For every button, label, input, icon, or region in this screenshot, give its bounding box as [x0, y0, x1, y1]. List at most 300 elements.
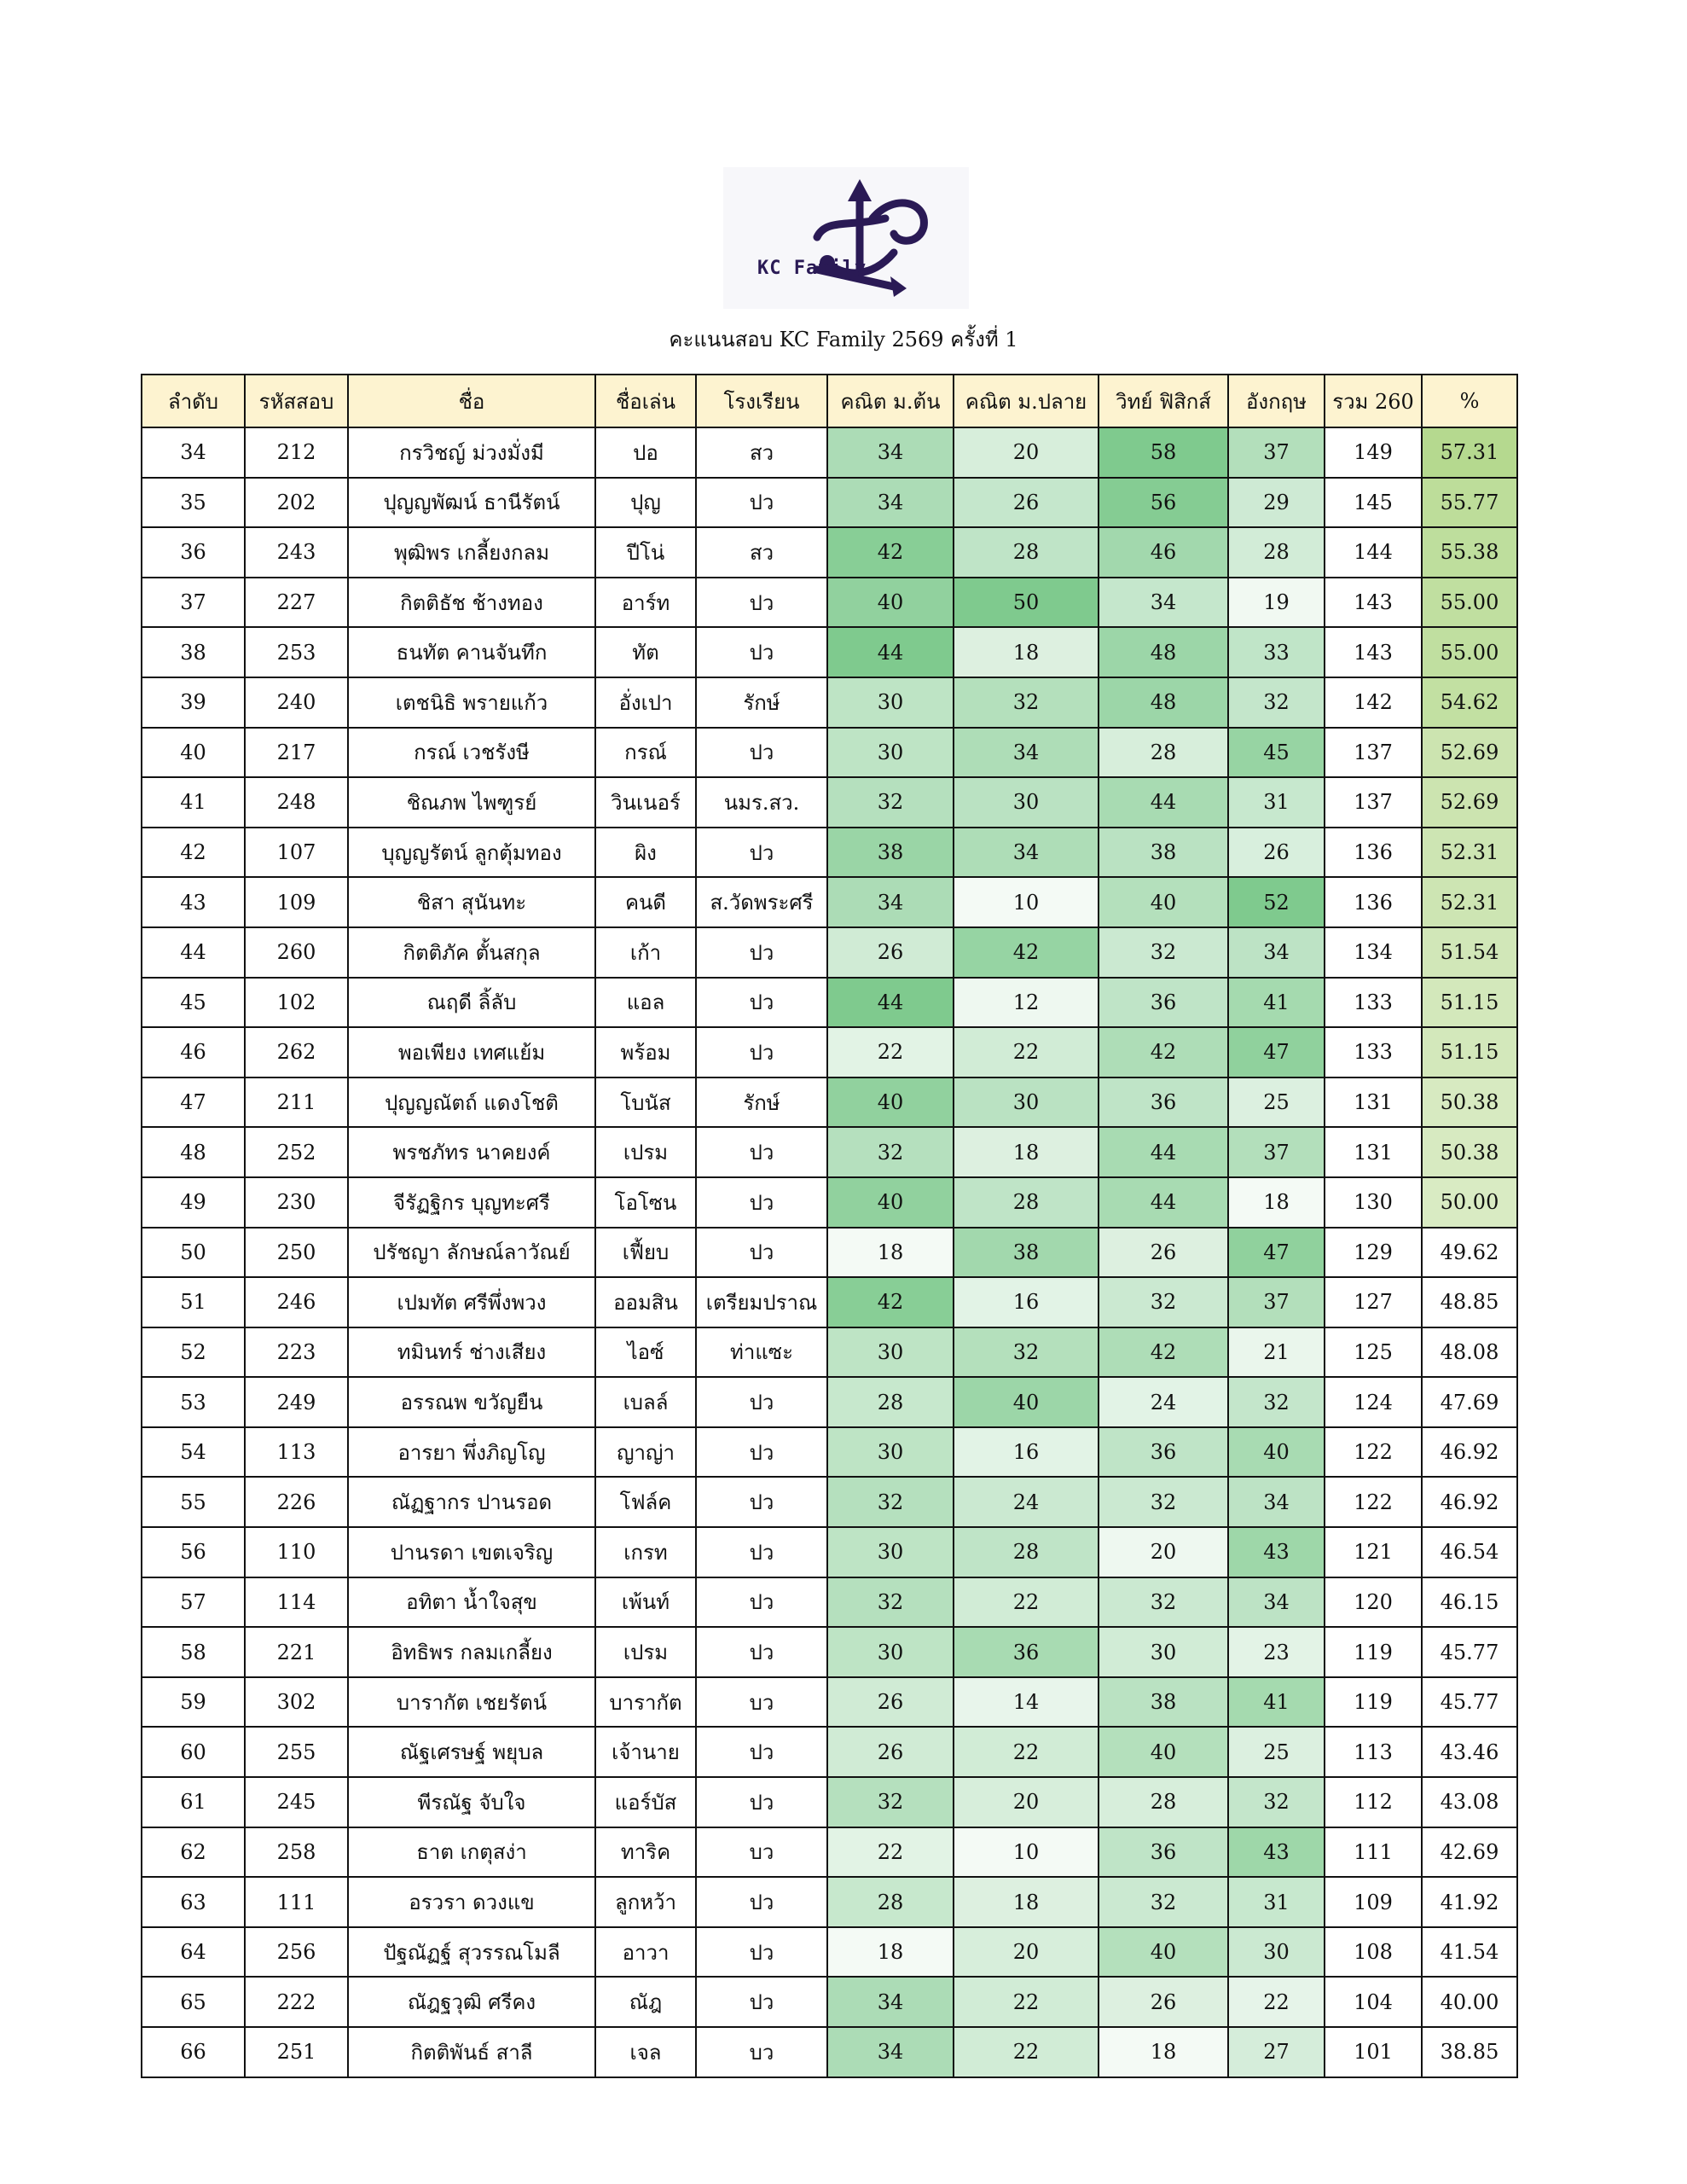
english-cell: 41: [1228, 978, 1325, 1028]
table-row: [142, 1677, 1517, 1728]
math-upper-cell: 22: [954, 1577, 1099, 1628]
name-cell: ณัฎฐวุฒิ ศรีคง: [348, 1977, 595, 2027]
total-cell: 119: [1325, 1627, 1422, 1677]
score-table: [141, 374, 1518, 2078]
exam-id-cell: 255: [245, 1727, 348, 1777]
english-cell: 31: [1228, 777, 1325, 828]
table-row: [142, 1228, 1517, 1278]
total-cell: 130: [1325, 1177, 1422, 1228]
school-cell: ปว: [696, 1228, 827, 1278]
name-cell: ปรัชญา ลักษณ์ลาวัณย์: [348, 1228, 595, 1278]
math-upper-cell: 14: [954, 1677, 1099, 1728]
science-physics-cell: 40: [1099, 1727, 1228, 1777]
math-lower-cell: 32: [827, 1777, 954, 1827]
table-row: [142, 978, 1517, 1028]
exam-id-cell: 258: [245, 1827, 348, 1878]
percent-cell: 38.85: [1422, 2027, 1517, 2077]
math-lower-cell: 30: [827, 1327, 954, 1378]
school-cell: นมร.สว.: [696, 777, 827, 828]
name-cell: พุฒิพร เกลี้ยงกลม: [348, 527, 595, 578]
math-upper-cell: 28: [954, 1527, 1099, 1577]
table-row: [142, 927, 1517, 978]
english-cell: 27: [1228, 2027, 1325, 2077]
english-cell: 28: [1228, 527, 1325, 578]
science-physics-cell: 36: [1099, 1827, 1228, 1878]
total-cell: 111: [1325, 1827, 1422, 1878]
rank-cell: 39: [142, 677, 245, 728]
nickname-cell: เพ้นท์: [595, 1577, 696, 1628]
science-physics-cell: 34: [1099, 578, 1228, 628]
total-cell: 113: [1325, 1727, 1422, 1777]
header-cell: วิทย์ ฟิสิกส์: [1099, 375, 1228, 427]
exam-id-cell: 113: [245, 1427, 348, 1478]
math-lower-cell: 26: [827, 1677, 954, 1728]
name-cell: กิตติภัค ตั้นสกุล: [348, 927, 595, 978]
math-upper-cell: 16: [954, 1427, 1099, 1478]
school-cell: ปว: [696, 1627, 827, 1677]
percent-cell: 57.31: [1422, 427, 1517, 478]
school-cell: ปว: [696, 978, 827, 1028]
name-cell: กิตติพันธ์ สาลี: [348, 2027, 595, 2077]
rank-cell: 35: [142, 478, 245, 528]
rank-cell: 61: [142, 1777, 245, 1827]
math-upper-cell: 10: [954, 877, 1099, 927]
table-row: [142, 1727, 1517, 1777]
name-cell: ปัฐณัฏฐ์ สุวรรณโมลี: [348, 1927, 595, 1978]
rank-cell: 58: [142, 1627, 245, 1677]
name-cell: กรณ์ เวชรังษี: [348, 728, 595, 778]
table-row: [142, 627, 1517, 677]
exam-id-cell: 109: [245, 877, 348, 927]
school-cell: ท่าแซะ: [696, 1327, 827, 1378]
school-cell: ปว: [696, 1177, 827, 1228]
name-cell: อิทธิพร กลมเกลี้ยง: [348, 1627, 595, 1677]
rank-cell: 60: [142, 1727, 245, 1777]
header-cell: %: [1422, 375, 1517, 427]
nickname-cell: คนดี: [595, 877, 696, 927]
header-cell: ลำดับ: [142, 375, 245, 427]
school-cell: ปว: [696, 1777, 827, 1827]
total-cell: 145: [1325, 478, 1422, 528]
math-upper-cell: 50: [954, 578, 1099, 628]
nickname-cell: บารากัต: [595, 1677, 696, 1728]
name-cell: เปมทัต ศรีพึ่งพวง: [348, 1277, 595, 1327]
rank-cell: 65: [142, 1977, 245, 2027]
percent-cell: 51.15: [1422, 978, 1517, 1028]
school-cell: ปว: [696, 1977, 827, 2027]
exam-id-cell: 212: [245, 427, 348, 478]
rank-cell: 47: [142, 1077, 245, 1128]
table-row: [142, 1427, 1517, 1478]
exam-id-cell: 252: [245, 1127, 348, 1177]
rank-cell: 43: [142, 877, 245, 927]
science-physics-cell: 44: [1099, 777, 1228, 828]
table-row: [142, 1127, 1517, 1177]
nickname-cell: ออมสิน: [595, 1277, 696, 1327]
total-cell: 137: [1325, 777, 1422, 828]
total-cell: 142: [1325, 677, 1422, 728]
name-cell: พีรณัฐ จับใจ: [348, 1777, 595, 1827]
science-physics-cell: 24: [1099, 1377, 1228, 1427]
english-cell: 30: [1228, 1927, 1325, 1978]
percent-cell: 55.00: [1422, 578, 1517, 628]
exam-id-cell: 253: [245, 627, 348, 677]
math-lower-cell: 26: [827, 927, 954, 978]
science-physics-cell: 18: [1099, 2027, 1228, 2077]
english-cell: 25: [1228, 1727, 1325, 1777]
school-cell: ปว: [696, 728, 827, 778]
name-cell: พรชภัทร นาคยงค์: [348, 1127, 595, 1177]
total-cell: 149: [1325, 427, 1422, 478]
name-cell: ณฤดี ลิ้ลับ: [348, 978, 595, 1028]
nickname-cell: พร้อม: [595, 1027, 696, 1077]
name-cell: พอเพียง เทศแย้ม: [348, 1027, 595, 1077]
nickname-cell: โฟล์ค: [595, 1477, 696, 1527]
logo-text: KC Family: [757, 258, 867, 279]
school-cell: ปว: [696, 1027, 827, 1077]
school-cell: ปว: [696, 1927, 827, 1978]
nickname-cell: ผิง: [595, 828, 696, 878]
table-row: [142, 1327, 1517, 1378]
math-upper-cell: 32: [954, 677, 1099, 728]
rank-cell: 62: [142, 1827, 245, 1878]
total-cell: 129: [1325, 1228, 1422, 1278]
rank-cell: 53: [142, 1377, 245, 1427]
math-upper-cell: 12: [954, 978, 1099, 1028]
header-cell: รหัสสอบ: [245, 375, 348, 427]
math-lower-cell: 30: [827, 1627, 954, 1677]
nickname-cell: กรณ์: [595, 728, 696, 778]
percent-cell: 47.69: [1422, 1377, 1517, 1427]
nickname-cell: เปรม: [595, 1127, 696, 1177]
percent-cell: 45.77: [1422, 1627, 1517, 1677]
header-cell: คณิต ม.ปลาย: [954, 375, 1099, 427]
math-lower-cell: 28: [827, 1377, 954, 1427]
total-cell: 131: [1325, 1127, 1422, 1177]
table-row: [142, 1627, 1517, 1677]
rank-cell: 38: [142, 627, 245, 677]
total-cell: 124: [1325, 1377, 1422, 1427]
nickname-cell: ทัต: [595, 627, 696, 677]
science-physics-cell: 36: [1099, 978, 1228, 1028]
name-cell: จีรัฏฐิกร บุญทะศรี: [348, 1177, 595, 1228]
percent-cell: 48.08: [1422, 1327, 1517, 1378]
rank-cell: 56: [142, 1527, 245, 1577]
english-cell: 21: [1228, 1327, 1325, 1378]
math-upper-cell: 22: [954, 1977, 1099, 2027]
total-cell: 119: [1325, 1677, 1422, 1728]
table-row: [142, 1177, 1517, 1228]
school-cell: ปว: [696, 1577, 827, 1628]
total-cell: 144: [1325, 527, 1422, 578]
kc-family-logo: [723, 167, 969, 309]
science-physics-cell: 28: [1099, 728, 1228, 778]
english-cell: 43: [1228, 1827, 1325, 1878]
science-physics-cell: 26: [1099, 1977, 1228, 2027]
english-cell: 41: [1228, 1677, 1325, 1728]
name-cell: อรรณพ ขวัญยืน: [348, 1377, 595, 1427]
percent-cell: 51.15: [1422, 1027, 1517, 1077]
math-upper-cell: 34: [954, 828, 1099, 878]
exam-id-cell: 256: [245, 1927, 348, 1978]
school-cell: ส.วัดพระศรี: [696, 877, 827, 927]
math-lower-cell: 44: [827, 627, 954, 677]
name-cell: ณัฐเศรษฐ์ พยุบล: [348, 1727, 595, 1777]
name-cell: อรวรา ดวงแข: [348, 1877, 595, 1927]
total-cell: 108: [1325, 1927, 1422, 1978]
table-row: [142, 1577, 1517, 1628]
english-cell: 34: [1228, 927, 1325, 978]
science-physics-cell: 40: [1099, 877, 1228, 927]
math-upper-cell: 42: [954, 927, 1099, 978]
math-lower-cell: 22: [827, 1827, 954, 1878]
science-physics-cell: 32: [1099, 927, 1228, 978]
school-cell: บว: [696, 2027, 827, 2077]
name-cell: เตชนิธิ พรายแก้ว: [348, 677, 595, 728]
english-cell: 25: [1228, 1077, 1325, 1128]
nickname-cell: เบลล์: [595, 1377, 696, 1427]
name-cell: ณัฏฐากร ปานรอด: [348, 1477, 595, 1527]
nickname-cell: เจล: [595, 2027, 696, 2077]
school-cell: ปว: [696, 1727, 827, 1777]
exam-id-cell: 251: [245, 2027, 348, 2077]
rank-cell: 55: [142, 1477, 245, 1527]
nickname-cell: อาร์ท: [595, 578, 696, 628]
header-row: [142, 375, 1517, 427]
english-cell: 34: [1228, 1577, 1325, 1628]
exam-id-cell: 302: [245, 1677, 348, 1728]
total-cell: 136: [1325, 877, 1422, 927]
percent-cell: 50.38: [1422, 1127, 1517, 1177]
table-body: [142, 427, 1517, 2077]
science-physics-cell: 42: [1099, 1027, 1228, 1077]
math-upper-cell: 20: [954, 1777, 1099, 1827]
rank-cell: 45: [142, 978, 245, 1028]
school-cell: ปว: [696, 1877, 827, 1927]
english-cell: 22: [1228, 1977, 1325, 2027]
english-cell: 32: [1228, 677, 1325, 728]
math-lower-cell: 34: [827, 478, 954, 528]
rank-cell: 51: [142, 1277, 245, 1327]
percent-cell: 54.62: [1422, 677, 1517, 728]
english-cell: 34: [1228, 1477, 1325, 1527]
math-upper-cell: 28: [954, 527, 1099, 578]
anchor-icon: [723, 167, 969, 309]
nickname-cell: ปุญ: [595, 478, 696, 528]
nickname-cell: แอล: [595, 978, 696, 1028]
science-physics-cell: 44: [1099, 1177, 1228, 1228]
nickname-cell: ทาริค: [595, 1827, 696, 1878]
english-cell: 40: [1228, 1427, 1325, 1478]
name-cell: บุญญรัตน์ ลูกตุ้มทอง: [348, 828, 595, 878]
school-cell: สว: [696, 527, 827, 578]
math-lower-cell: 42: [827, 527, 954, 578]
math-lower-cell: 32: [827, 1477, 954, 1527]
exam-id-cell: 110: [245, 1527, 348, 1577]
exam-id-cell: 211: [245, 1077, 348, 1128]
table-row: [142, 2027, 1517, 2077]
nickname-cell: อั่งเปา: [595, 677, 696, 728]
total-cell: 131: [1325, 1077, 1422, 1128]
math-upper-cell: 22: [954, 1727, 1099, 1777]
math-upper-cell: 22: [954, 1027, 1099, 1077]
table-row: [142, 877, 1517, 927]
exam-id-cell: 107: [245, 828, 348, 878]
percent-cell: 51.54: [1422, 927, 1517, 978]
science-physics-cell: 38: [1099, 828, 1228, 878]
table-row: [142, 527, 1517, 578]
math-lower-cell: 32: [827, 1577, 954, 1628]
total-cell: 120: [1325, 1577, 1422, 1628]
english-cell: 37: [1228, 427, 1325, 478]
total-cell: 122: [1325, 1427, 1422, 1478]
school-cell: ปว: [696, 578, 827, 628]
science-physics-cell: 38: [1099, 1677, 1228, 1728]
english-cell: 19: [1228, 578, 1325, 628]
science-physics-cell: 58: [1099, 427, 1228, 478]
science-physics-cell: 36: [1099, 1077, 1228, 1128]
name-cell: ปุญญณัตถ์ แดงโชติ: [348, 1077, 595, 1128]
science-physics-cell: 26: [1099, 1228, 1228, 1278]
science-physics-cell: 48: [1099, 677, 1228, 728]
total-cell: 143: [1325, 578, 1422, 628]
rank-cell: 48: [142, 1127, 245, 1177]
math-upper-cell: 20: [954, 427, 1099, 478]
science-physics-cell: 56: [1099, 478, 1228, 528]
math-upper-cell: 18: [954, 627, 1099, 677]
table-row: [142, 828, 1517, 878]
nickname-cell: ปีโน่: [595, 527, 696, 578]
table-row: [142, 1877, 1517, 1927]
total-cell: 137: [1325, 728, 1422, 778]
percent-cell: 55.38: [1422, 527, 1517, 578]
percent-cell: 50.00: [1422, 1177, 1517, 1228]
math-lower-cell: 32: [827, 777, 954, 828]
english-cell: 31: [1228, 1877, 1325, 1927]
exam-id-cell: 249: [245, 1377, 348, 1427]
table-row: [142, 677, 1517, 728]
table-row: [142, 1477, 1517, 1527]
school-cell: ปว: [696, 1377, 827, 1427]
school-cell: ปว: [696, 828, 827, 878]
header-cell: โรงเรียน: [696, 375, 827, 427]
exam-id-cell: 243: [245, 527, 348, 578]
school-cell: รักษ์: [696, 1077, 827, 1128]
math-upper-cell: 16: [954, 1277, 1099, 1327]
name-cell: ชิสา สุนันทะ: [348, 877, 595, 927]
rank-cell: 36: [142, 527, 245, 578]
exam-id-cell: 111: [245, 1877, 348, 1927]
table-row: [142, 1927, 1517, 1978]
english-cell: 26: [1228, 828, 1325, 878]
math-lower-cell: 34: [827, 877, 954, 927]
math-lower-cell: 34: [827, 1977, 954, 2027]
nickname-cell: โอโซน: [595, 1177, 696, 1228]
science-physics-cell: 46: [1099, 527, 1228, 578]
rank-cell: 46: [142, 1027, 245, 1077]
exam-id-cell: 114: [245, 1577, 348, 1628]
math-lower-cell: 18: [827, 1228, 954, 1278]
science-physics-cell: 28: [1099, 1777, 1228, 1827]
math-upper-cell: 40: [954, 1377, 1099, 1427]
name-cell: ชิณภพ ไพฑูรย์: [348, 777, 595, 828]
percent-cell: 49.62: [1422, 1228, 1517, 1278]
exam-id-cell: 248: [245, 777, 348, 828]
math-lower-cell: 38: [827, 828, 954, 878]
percent-cell: 52.69: [1422, 728, 1517, 778]
exam-id-cell: 240: [245, 677, 348, 728]
english-cell: 18: [1228, 1177, 1325, 1228]
math-lower-cell: 32: [827, 1127, 954, 1177]
percent-cell: 42.69: [1422, 1827, 1517, 1878]
rank-cell: 66: [142, 2027, 245, 2077]
rank-cell: 49: [142, 1177, 245, 1228]
table-row: [142, 1077, 1517, 1128]
math-upper-cell: 20: [954, 1927, 1099, 1978]
percent-cell: 41.92: [1422, 1877, 1517, 1927]
school-cell: บว: [696, 1677, 827, 1728]
exam-id-cell: 246: [245, 1277, 348, 1327]
table-row: [142, 1377, 1517, 1427]
math-lower-cell: 18: [827, 1927, 954, 1978]
school-cell: สว: [696, 427, 827, 478]
math-lower-cell: 26: [827, 1727, 954, 1777]
percent-cell: 50.38: [1422, 1077, 1517, 1128]
percent-cell: 43.46: [1422, 1727, 1517, 1777]
table-row: [142, 777, 1517, 828]
math-upper-cell: 22: [954, 2027, 1099, 2077]
nickname-cell: ไอซ์: [595, 1327, 696, 1378]
school-cell: ปว: [696, 1477, 827, 1527]
table-row: [142, 728, 1517, 778]
science-physics-cell: 32: [1099, 1477, 1228, 1527]
math-lower-cell: 42: [827, 1277, 954, 1327]
science-physics-cell: 36: [1099, 1427, 1228, 1478]
nickname-cell: อาวา: [595, 1927, 696, 1978]
total-cell: 101: [1325, 2027, 1422, 2077]
exam-id-cell: 260: [245, 927, 348, 978]
total-cell: 133: [1325, 978, 1422, 1028]
math-upper-cell: 30: [954, 777, 1099, 828]
nickname-cell: ลูกหว้า: [595, 1877, 696, 1927]
table-row: [142, 427, 1517, 478]
math-upper-cell: 10: [954, 1827, 1099, 1878]
total-cell: 133: [1325, 1027, 1422, 1077]
rank-cell: 41: [142, 777, 245, 828]
name-cell: บารากัต เชยรัตน์: [348, 1677, 595, 1728]
table-row: [142, 578, 1517, 628]
nickname-cell: ปอ: [595, 427, 696, 478]
exam-id-cell: 223: [245, 1327, 348, 1378]
school-cell: ปว: [696, 627, 827, 677]
percent-cell: 46.15: [1422, 1577, 1517, 1628]
science-physics-cell: 20: [1099, 1527, 1228, 1577]
total-cell: 125: [1325, 1327, 1422, 1378]
science-physics-cell: 32: [1099, 1577, 1228, 1628]
header-cell: ชื่อ: [348, 375, 595, 427]
exam-id-cell: 202: [245, 478, 348, 528]
exam-id-cell: 262: [245, 1027, 348, 1077]
percent-cell: 43.08: [1422, 1777, 1517, 1827]
science-physics-cell: 44: [1099, 1127, 1228, 1177]
name-cell: ปานรดา เขตเจริญ: [348, 1527, 595, 1577]
table-row: [142, 1777, 1517, 1827]
percent-cell: 55.77: [1422, 478, 1517, 528]
percent-cell: 52.31: [1422, 828, 1517, 878]
rank-cell: 37: [142, 578, 245, 628]
name-cell: ธนทัต คานจันทึก: [348, 627, 595, 677]
math-upper-cell: 30: [954, 1077, 1099, 1128]
